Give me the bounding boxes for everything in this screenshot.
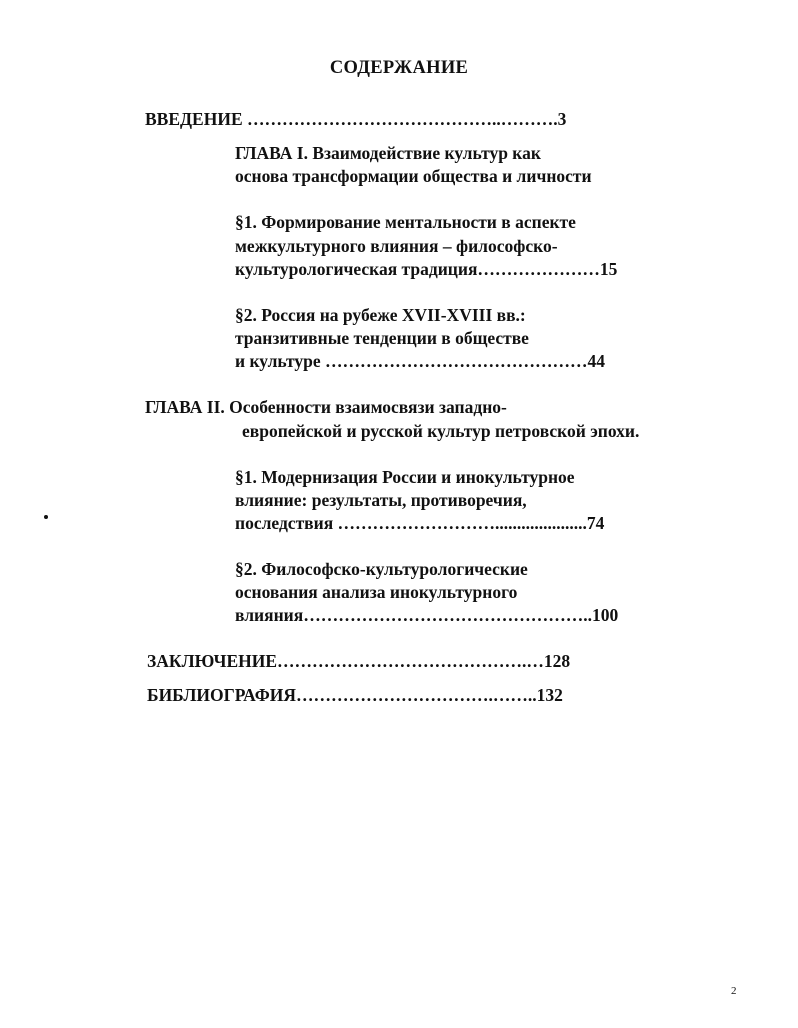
toc-chapter1-section1-line2: межкультурного влияния – философско- xyxy=(235,236,558,256)
toc-chapter2-section2-line3: влияния…………………………………………..100 xyxy=(235,605,619,625)
toc-chapter1-section2-line2: транзитивные тенденции в обществе xyxy=(235,328,529,348)
toc-chapter1-section1-line3: культурологическая традиция…………………15 xyxy=(235,259,618,279)
toc-bibliography: БИБЛИОГРАФИЯ…………………………….……..132 xyxy=(147,685,563,705)
toc-introduction: ВВЕДЕНИЕ ……………………………………..……….3 xyxy=(145,109,567,129)
page-number: 2 xyxy=(731,985,737,997)
toc-conclusion: ЗАКЛЮЧЕНИЕ…………………………………….…128 xyxy=(147,651,571,671)
document-title: СОДЕРЖАНИЕ xyxy=(329,58,469,78)
scan-speck xyxy=(44,515,48,519)
toc-chapter1-line1: ГЛАВА I. Взаимодействие культур как xyxy=(235,143,541,163)
toc-chapter1-section2-line3: и культуре ………………………………………44 xyxy=(235,351,606,371)
toc-chapter2-section1-line1: §1. Модернизация России и инокультурное xyxy=(235,467,575,487)
toc-chapter2-section1-line3: последствия ……………………….....................74 xyxy=(235,513,605,533)
toc-chapter2-line2: европейской и русской культур петровской эпохи. xyxy=(242,421,640,441)
toc-chapter2-section2-line1: §2. Философско-культурологические xyxy=(235,559,528,579)
toc-chapter2-section1-line2: влияние: результаты, противоречия, xyxy=(235,490,527,510)
toc-chapter1-section1-line1: §1. Формирование ментальности в аспекте xyxy=(235,212,576,232)
toc-chapter2-line1: ГЛАВА II. Особенности взаимосвязи западно- xyxy=(145,397,507,417)
toc-chapter2-section2-line2: основания анализа инокультурного xyxy=(235,582,518,602)
toc-chapter1-line2: основа трансформации общества и личности xyxy=(235,166,592,186)
toc-chapter1-section2-line1: §2. Россия на рубеже XVII-XVIII вв.: xyxy=(235,305,526,325)
